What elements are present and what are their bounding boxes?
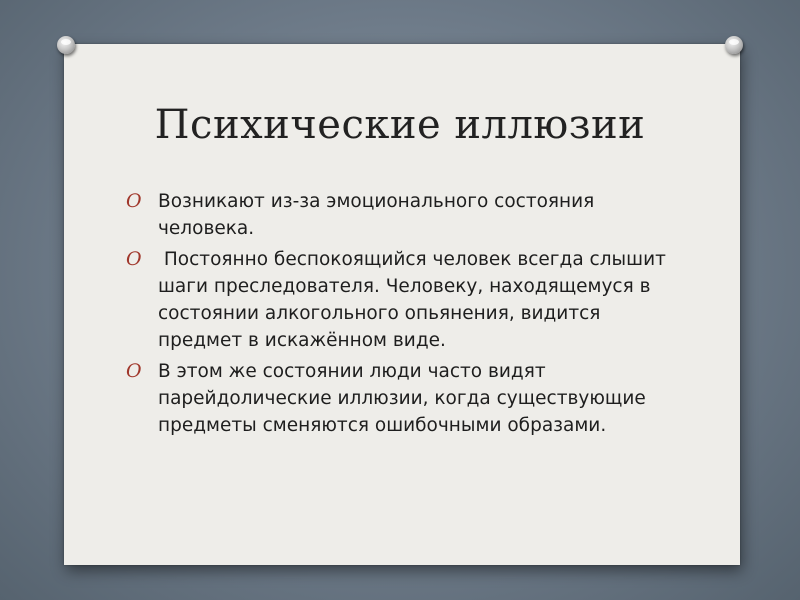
bullet-item xyxy=(126,188,686,242)
pushpin-icon xyxy=(725,36,743,54)
bullet-text: Возникают из-за эмоционального состояния человека. xyxy=(158,191,601,239)
bullet-marker-icon: O xyxy=(126,190,142,212)
bullet-item xyxy=(126,246,686,354)
slide-title: Психические иллюзии xyxy=(154,102,646,148)
bullet-text: Постоянно беспокоящийся человек всегда слышит шаги преследователя. Человеку, находящемуся в состоянии алкогольного опьянения, видится предмет в искажённом виде. xyxy=(158,249,672,351)
bullet-marker-icon: O xyxy=(126,360,142,382)
bullet-text: В этом же состоянии люди часто видят парейдолические иллюзии, когда существующие предметы сменяются ошибочными образами. xyxy=(158,361,652,436)
bullet-list xyxy=(126,188,686,443)
bullet-item xyxy=(126,358,686,439)
pushpin-icon xyxy=(57,36,75,54)
bullet-marker-icon: O xyxy=(126,248,142,270)
